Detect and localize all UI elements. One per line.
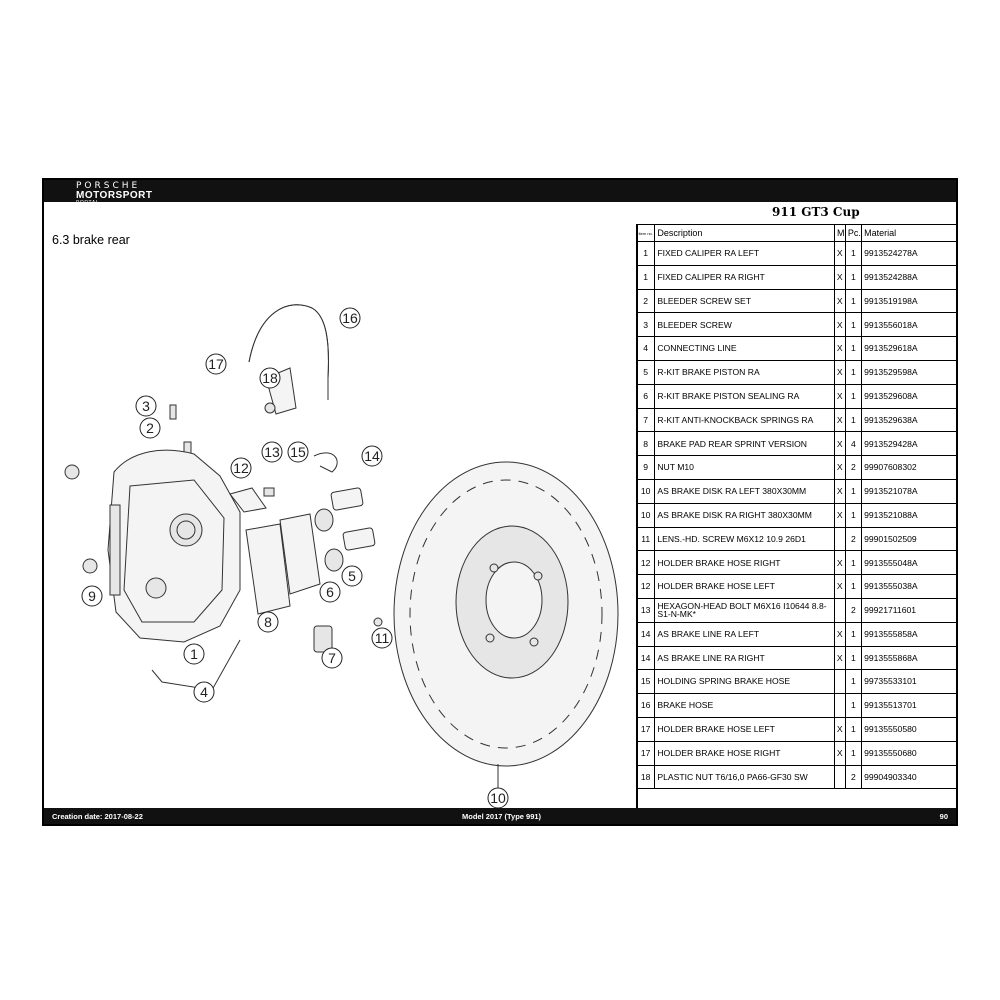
cell-m xyxy=(834,765,845,789)
callout-label: 17 xyxy=(208,356,224,372)
callout-4 xyxy=(194,682,214,702)
table-row xyxy=(637,313,958,337)
col-header-item: Item no. xyxy=(637,225,655,242)
callout-17 xyxy=(206,354,226,374)
cell-material: 9913529598A xyxy=(862,360,958,384)
callout-label: 16 xyxy=(342,310,358,326)
cell-description: HEXAGON-HEAD BOLT M6X16 I10644 8.8-S1-N-MK* xyxy=(655,598,834,622)
callout-label: 5 xyxy=(348,568,356,584)
cell-material: 9913519198A xyxy=(862,289,958,313)
callout-12 xyxy=(231,458,251,478)
cell-m xyxy=(834,694,845,718)
cell-pc: 1 xyxy=(845,717,861,741)
cell-pc: 1 xyxy=(845,384,861,408)
callout-label: 4 xyxy=(200,684,208,700)
callout-6 xyxy=(320,582,340,602)
cell-material: 9913529618A xyxy=(862,337,958,361)
cell-material: 99135513701 xyxy=(862,694,958,718)
callout-label: 7 xyxy=(328,650,336,666)
table-row xyxy=(637,408,958,432)
cell-material: 9913555858A xyxy=(862,622,958,646)
cell-pc: 1 xyxy=(845,479,861,503)
porsche-motorsport-logo xyxy=(76,182,152,206)
page-number: 90 xyxy=(939,812,948,821)
cell-material: 9913524288A xyxy=(862,265,958,289)
callout-11 xyxy=(372,628,392,648)
brake-line-drawing xyxy=(314,453,337,472)
cell-material: 9913556018A xyxy=(862,313,958,337)
cell-description: HOLDER BRAKE HOSE RIGHT xyxy=(655,551,834,575)
callout-8 xyxy=(258,612,278,632)
cell-item: 3 xyxy=(637,313,655,337)
cell-description: BRAKE HOSE xyxy=(655,694,834,718)
cell-pc: 1 xyxy=(845,289,861,313)
logo-line-3: PORTAL xyxy=(76,200,100,206)
cell-m: X xyxy=(834,551,845,575)
table-row xyxy=(637,765,958,789)
table-row xyxy=(637,289,958,313)
cell-item: 8 xyxy=(637,432,655,456)
cell-description: R-KIT BRAKE PISTON RA xyxy=(655,360,834,384)
footer-band xyxy=(44,808,956,824)
cell-description: HOLDER BRAKE HOSE RIGHT xyxy=(655,741,834,765)
cell-item: 14 xyxy=(637,646,655,670)
callout-3 xyxy=(136,396,156,416)
cell-m: X xyxy=(834,456,845,480)
cell-m: X xyxy=(834,242,845,266)
cell-m: X xyxy=(834,503,845,527)
cell-pc: 2 xyxy=(845,598,861,622)
callout-label: 2 xyxy=(146,420,154,436)
table-row xyxy=(637,598,958,622)
cell-item: 16 xyxy=(637,694,655,718)
cell-m: X xyxy=(834,384,845,408)
cell-description: FIXED CALIPER RA RIGHT xyxy=(655,265,834,289)
brake-exploded-diagram xyxy=(44,250,636,810)
callout-label: 3 xyxy=(142,398,150,414)
cell-description: BRAKE PAD REAR SPRINT VERSION xyxy=(655,432,834,456)
parts-sheet xyxy=(42,178,958,826)
cell-m: X xyxy=(834,408,845,432)
table-row xyxy=(637,265,958,289)
table-row xyxy=(637,575,958,599)
cell-description: AS BRAKE LINE RA RIGHT xyxy=(655,646,834,670)
model-title: 911 GT3 Cup xyxy=(772,205,860,219)
cell-material: 9913555868A xyxy=(862,646,958,670)
col-header-material: Material xyxy=(862,225,958,242)
cell-item: 17 xyxy=(637,717,655,741)
cell-item: 10 xyxy=(637,503,655,527)
cell-material: 9913521078A xyxy=(862,479,958,503)
cell-pc: 1 xyxy=(845,694,861,718)
cell-item: 12 xyxy=(637,551,655,575)
parts-table-panel xyxy=(636,224,956,812)
col-header-m: M xyxy=(834,225,845,242)
table-row xyxy=(637,717,958,741)
cell-description: BLEEDER SCREW xyxy=(655,313,834,337)
table-row xyxy=(637,384,958,408)
cell-m: X xyxy=(834,622,845,646)
cell-material: 9913524278A xyxy=(862,242,958,266)
table-row xyxy=(637,242,958,266)
cell-m: X xyxy=(834,289,845,313)
callout-18 xyxy=(260,368,280,388)
cell-pc: 1 xyxy=(845,313,861,337)
cell-description: LENS.-HD. SCREW M6X12 10.9 26D1 xyxy=(655,527,834,551)
cell-m: X xyxy=(834,575,845,599)
cell-material: 99735533101 xyxy=(862,670,958,694)
section-title: 6.3 brake rear xyxy=(52,233,130,247)
cell-pc: 1 xyxy=(845,551,861,575)
callout-15 xyxy=(288,442,308,462)
table-row xyxy=(637,646,958,670)
table-row xyxy=(637,527,958,551)
cell-material: 9913521088A xyxy=(862,503,958,527)
cell-pc: 1 xyxy=(845,408,861,432)
cell-item: 10 xyxy=(637,479,655,503)
logo-line-2: MOTORSPORT xyxy=(76,190,153,201)
parts-table xyxy=(636,224,958,789)
model-designation: Model 2017 (Type 991) xyxy=(462,812,542,821)
caliper-drawing xyxy=(108,450,240,642)
cell-m: X xyxy=(834,337,845,361)
callout-16 xyxy=(340,308,360,328)
cell-pc: 1 xyxy=(845,503,861,527)
cell-pc: 1 xyxy=(845,265,861,289)
cell-m: X xyxy=(834,360,845,384)
callout-label: 14 xyxy=(364,448,380,464)
cell-m xyxy=(834,670,845,694)
cell-description: NUT M10 xyxy=(655,456,834,480)
cell-description: AS BRAKE DISK RA RIGHT 380X30MM xyxy=(655,503,834,527)
cell-pc: 2 xyxy=(845,765,861,789)
table-row xyxy=(637,360,958,384)
cell-item: 13 xyxy=(637,598,655,622)
cell-material: 9913529608A xyxy=(862,384,958,408)
table-row xyxy=(637,670,958,694)
bleeder-screw-drawing xyxy=(170,405,176,419)
cell-item: 9 xyxy=(637,456,655,480)
callout-14 xyxy=(362,446,382,466)
callout-label: 18 xyxy=(262,370,278,386)
table-row xyxy=(637,337,958,361)
callout-label: 11 xyxy=(374,630,390,646)
cell-description: HOLDER BRAKE HOSE LEFT xyxy=(655,717,834,741)
callout-label: 10 xyxy=(490,790,506,806)
callout-label: 1 xyxy=(190,646,198,662)
cell-item: 18 xyxy=(637,765,655,789)
cell-pc: 1 xyxy=(845,670,861,694)
logo-line-1: PORSCHE xyxy=(76,181,141,191)
lens-head-screw-drawing xyxy=(374,618,382,626)
cell-item: 7 xyxy=(637,408,655,432)
table-row xyxy=(637,741,958,765)
cell-item: 6 xyxy=(637,384,655,408)
cell-pc: 1 xyxy=(845,622,861,646)
cell-item: 4 xyxy=(637,337,655,361)
piston-seal-drawing xyxy=(315,509,333,531)
cell-material: 99901502509 xyxy=(862,527,958,551)
col-header-description: Description xyxy=(655,225,834,242)
cell-description: AS BRAKE DISK RA LEFT 380X30MM xyxy=(655,479,834,503)
cell-pc: 1 xyxy=(845,575,861,599)
cell-pc: 2 xyxy=(845,456,861,480)
table-header-row xyxy=(637,225,958,242)
cell-material: 99904903340 xyxy=(862,765,958,789)
callout-5 xyxy=(342,566,362,586)
cell-m: X xyxy=(834,479,845,503)
cell-material: 9913555048A xyxy=(862,551,958,575)
cell-item: 2 xyxy=(637,289,655,313)
cell-material: 9913555038A xyxy=(862,575,958,599)
cell-item: 11 xyxy=(637,527,655,551)
cell-item: 1 xyxy=(637,242,655,266)
cell-m: X xyxy=(834,646,845,670)
cell-item: 14 xyxy=(637,622,655,646)
brake-piston-drawing xyxy=(331,488,364,511)
cell-m: X xyxy=(834,432,845,456)
cell-material: 9913529428A xyxy=(862,432,958,456)
cell-m: X xyxy=(834,265,845,289)
cell-m: X xyxy=(834,313,845,337)
table-row xyxy=(637,694,958,718)
cell-description: FIXED CALIPER RA LEFT xyxy=(655,242,834,266)
callout-7 xyxy=(322,648,342,668)
cell-description: HOLDER BRAKE HOSE LEFT xyxy=(655,575,834,599)
callout-2 xyxy=(140,418,160,438)
callout-label: 15 xyxy=(290,444,306,460)
table-row xyxy=(637,503,958,527)
callout-10 xyxy=(488,788,508,808)
callout-label: 12 xyxy=(233,460,249,476)
cell-material: 99135550580 xyxy=(862,717,958,741)
cell-m xyxy=(834,527,845,551)
cell-pc: 1 xyxy=(845,337,861,361)
cell-description: BLEEDER SCREW SET xyxy=(655,289,834,313)
cell-description: PLASTIC NUT T6/16,0 PA66-GF30 SW xyxy=(655,765,834,789)
cell-item: 1 xyxy=(637,265,655,289)
header-band xyxy=(44,180,956,206)
cell-item: 15 xyxy=(637,670,655,694)
cell-m: X xyxy=(834,717,845,741)
cell-material: 99907608302 xyxy=(862,456,958,480)
callout-label: 8 xyxy=(264,614,272,630)
cell-item: 17 xyxy=(637,741,655,765)
table-row xyxy=(637,432,958,456)
cell-material: 9913529638A xyxy=(862,408,958,432)
cell-pc: 2 xyxy=(845,527,861,551)
callout-9 xyxy=(82,586,102,606)
cell-description: R-KIT ANTI-KNOCKBACK SPRINGS RA xyxy=(655,408,834,432)
callout-label: 6 xyxy=(326,584,334,600)
callout-13 xyxy=(262,442,282,462)
col-header-pc: Pc. xyxy=(845,225,861,242)
cell-pc: 1 xyxy=(845,741,861,765)
plastic-nut-drawing xyxy=(265,403,275,413)
callout-label: 9 xyxy=(88,588,96,604)
table-row xyxy=(637,551,958,575)
table-row xyxy=(637,479,958,503)
creation-date: Creation date: 2017-08-22 xyxy=(52,812,143,821)
cell-description: R-KIT BRAKE PISTON SEALING RA xyxy=(655,384,834,408)
table-row xyxy=(637,622,958,646)
cell-description: HOLDING SPRING BRAKE HOSE xyxy=(655,670,834,694)
cell-m: X xyxy=(834,741,845,765)
callout-label: 13 xyxy=(264,444,280,460)
cell-m xyxy=(834,598,845,622)
callout-1 xyxy=(184,644,204,664)
cell-pc: 1 xyxy=(845,242,861,266)
table-row xyxy=(637,456,958,480)
cell-material: 99921711601 xyxy=(862,598,958,622)
cell-description: AS BRAKE LINE RA LEFT xyxy=(655,622,834,646)
cell-item: 5 xyxy=(637,360,655,384)
cell-material: 99135550680 xyxy=(862,741,958,765)
nut-drawing xyxy=(65,465,79,479)
cell-description: CONNECTING LINE xyxy=(655,337,834,361)
cell-item: 12 xyxy=(637,575,655,599)
cell-pc: 1 xyxy=(845,646,861,670)
cell-pc: 1 xyxy=(845,360,861,384)
cell-pc: 4 xyxy=(845,432,861,456)
